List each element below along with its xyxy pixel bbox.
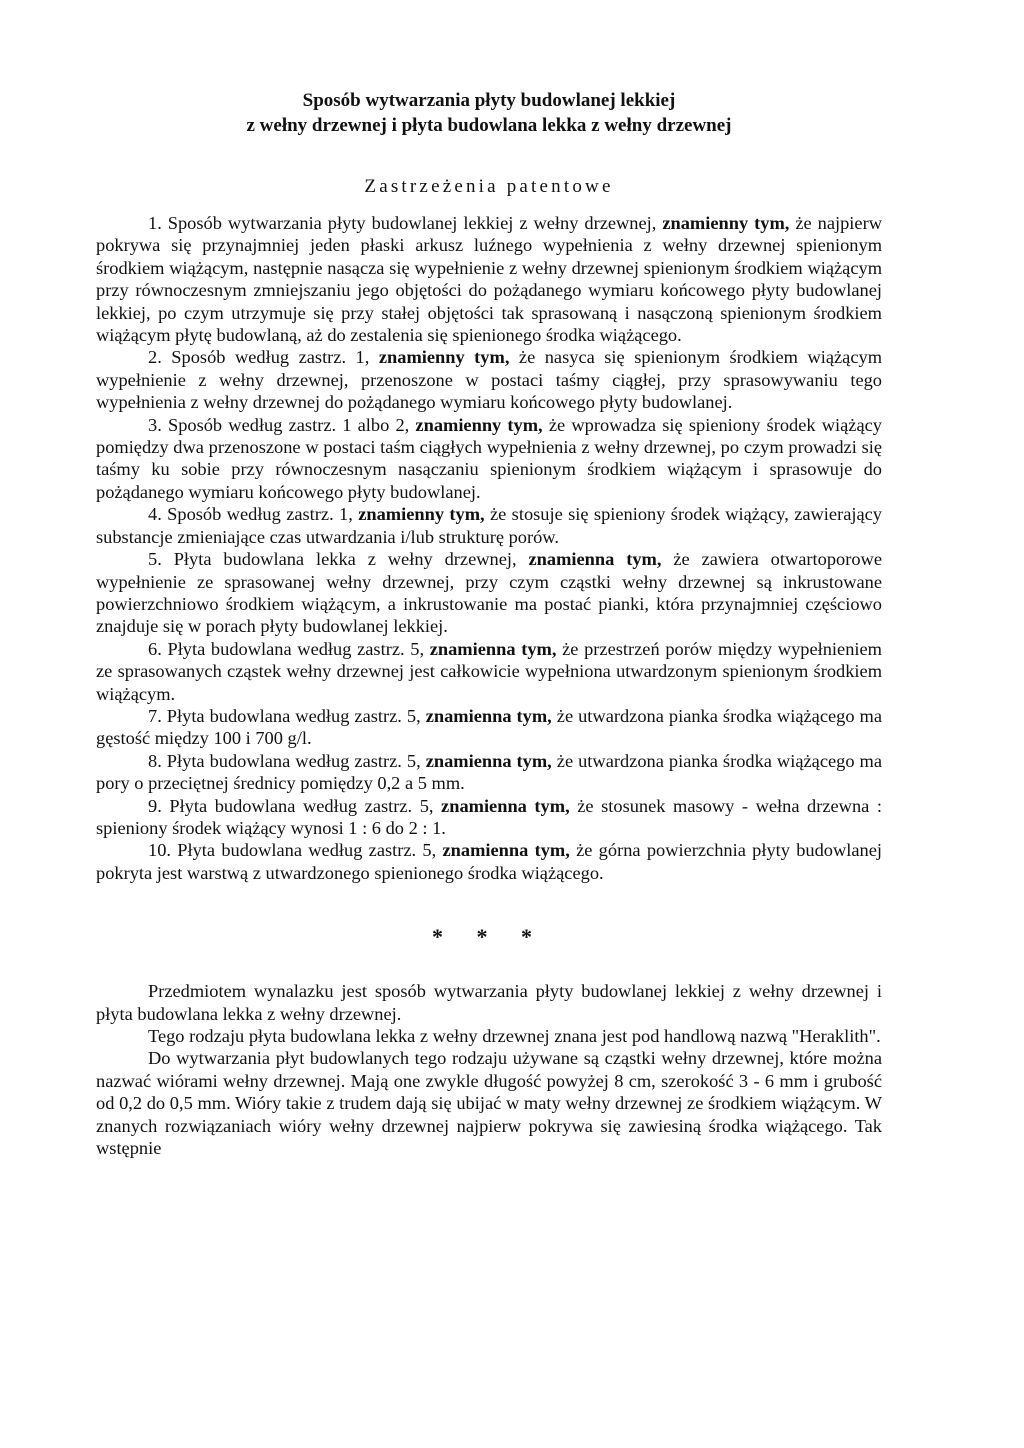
description-body — [96, 980, 882, 1159]
claim-paragraph: 2. Sposób według zastrz. 1, znamienny tym, że nasyca się spienionym środkiem wiążącym wypełnienie z wełny drzewnej, przenoszone w postaci taśmy ciągłej, przy sprasowywaniu tego wypełnienia z wełny drzewnej do pożądanego wymiaru końcowego płyty budowlanej. — [96, 347, 882, 413]
document-page — [96, 88, 882, 1159]
claim-paragraph: 8. Płyta budowlana według zastrz. 5, znamienna tym, że utwardzona pianka środka wiążącego ma pory o przeciętnej średnicy pomiędzy 0,2 a 5 mm. — [96, 750, 882, 794]
section-heading: Zastrzeżenia patentowe — [364, 176, 614, 197]
claims-list — [96, 212, 882, 884]
claim-paragraph: 3. Sposób według zastrz. 1 albo 2, znamienny tym, że wprowadza się spieniony środek wiążący pomiędzy dwa przenoszone w postaci taśm ciągłych wypełnienia z wełny drzewnej, po czym prowadzi się taśmy ku sobie przy równoczesnym nasączaniu spienionym środkiem wiążącym i sprasowuje do pożądanego wymiaru końcowego płyty budowlanej. — [96, 414, 882, 502]
title-line-2: z wełny drzewnej i płyta budowlana lekka z wełny drzewnej — [246, 115, 732, 136]
claim-paragraph: 7. Płyta budowlana według zastrz. 5, znamienna tym, że utwardzona pianka środka wiążącego ma gęstość między 100 i 700 g/l. — [96, 705, 882, 749]
title-line-1: Sposób wytwarzania płyty budowlanej lekkiej — [302, 90, 676, 111]
claim-paragraph: 10. Płyta budowlana według zastrz. 5, znamienna tym, że górna powierzchnia płyty budowlanej pokryta jest warstwą z utwardzonego spienionego środka wiążącego. — [96, 840, 883, 883]
claim-paragraph: 1. Sposób wytwarzania płyty budowlanej lekkiej z wełny drzewnej, znamienny tym, że najpierw pokrywa się przynajmniej jeden płaski arkusz luźnego wypełnienia z wełny drzewnej spienionym środkiem wiążącym, następnie nasącza się wypełnienie z wełny drzewnej spienionym środkiem wiążącym przy równoczesnym zmniejszaniu jego objętości do pożądanego wymiaru końcowego płyty budowlanej lekkiej, po czym utrzymuje się przy stałej objętości tak sprasowaną i nasączoną spienionym środkiem wiążącym płytę budowlaną, aż do zestalenia się spienionego środka wiążącego. — [96, 213, 882, 346]
description-paragraph: Tego rodzaju płyta budowlana lekka z wełny drzewnej znana jest pod handlową nazwą "Heraklith". — [148, 1026, 881, 1046]
section-separator: * * * — [432, 924, 546, 950]
claim-paragraph: 9. Płyta budowlana według zastrz. 5, znamienna tym, że stosunek masowy - wełna drzewna : spieniony środek wiążący wynosi 1 : 6 do 2 : 1. — [96, 795, 882, 838]
claim-paragraph: 4. Sposób według zastrz. 1, znamienny tym, że stosuje się spieniony środek wiążący, zawierający substancje zmieniające czas utwardzania i/lub strukturę porów. — [96, 504, 882, 547]
claim-paragraph: 6. Płyta budowlana według zastrz. 5, znamienna tym, że przestrzeń porów między wypełnieniem ze sprasowanych cząstek wełny drzewnej jest całkowicie wypełniona utwardzonym spienionym środkiem wiążącym. — [96, 638, 882, 704]
description-paragraph: Przedmiotem wynalazku jest sposób wytwarzania płyty budowlanej lekkiej z wełny drzewnej i płyta budowlana lekka z wełny drzewnej. — [96, 981, 882, 1024]
document-title — [96, 88, 882, 138]
claim-paragraph: 5. Płyta budowlana lekka z wełny drzewnej, znamienna tym, że zawiera otwartoporowe wypełnienie ze sprasowanej wełny drzewnej, przy czym cząstki wełny drzewnej są inkrustowane powierzchniowo środkiem wiążącym, a inkrustowanie ma postać pianki, która przynajmniej częściowo znajduje się w porach płyty budowlanej lekkiej. — [96, 549, 882, 637]
description-paragraph: Do wytwarzania płyt budowlanych tego rodzaju używane są cząstki wełny drzewnej, które można nazwać wiórami wełny drzewnej. Mają one zwykle długość powyżej 8 cm, szerokość 3 - 6 mm i grubość od 0,2 do 0,5 mm. Wióry takie z trudem dają się ubijać w maty wełny drzewnej ze środkiem wiążącym. W znanych rozwiązaniach wióry wełny drzewnej najpierw pokrywa się zawiesiną środka wiążącego. Tak wstępnie — [96, 1048, 882, 1159]
